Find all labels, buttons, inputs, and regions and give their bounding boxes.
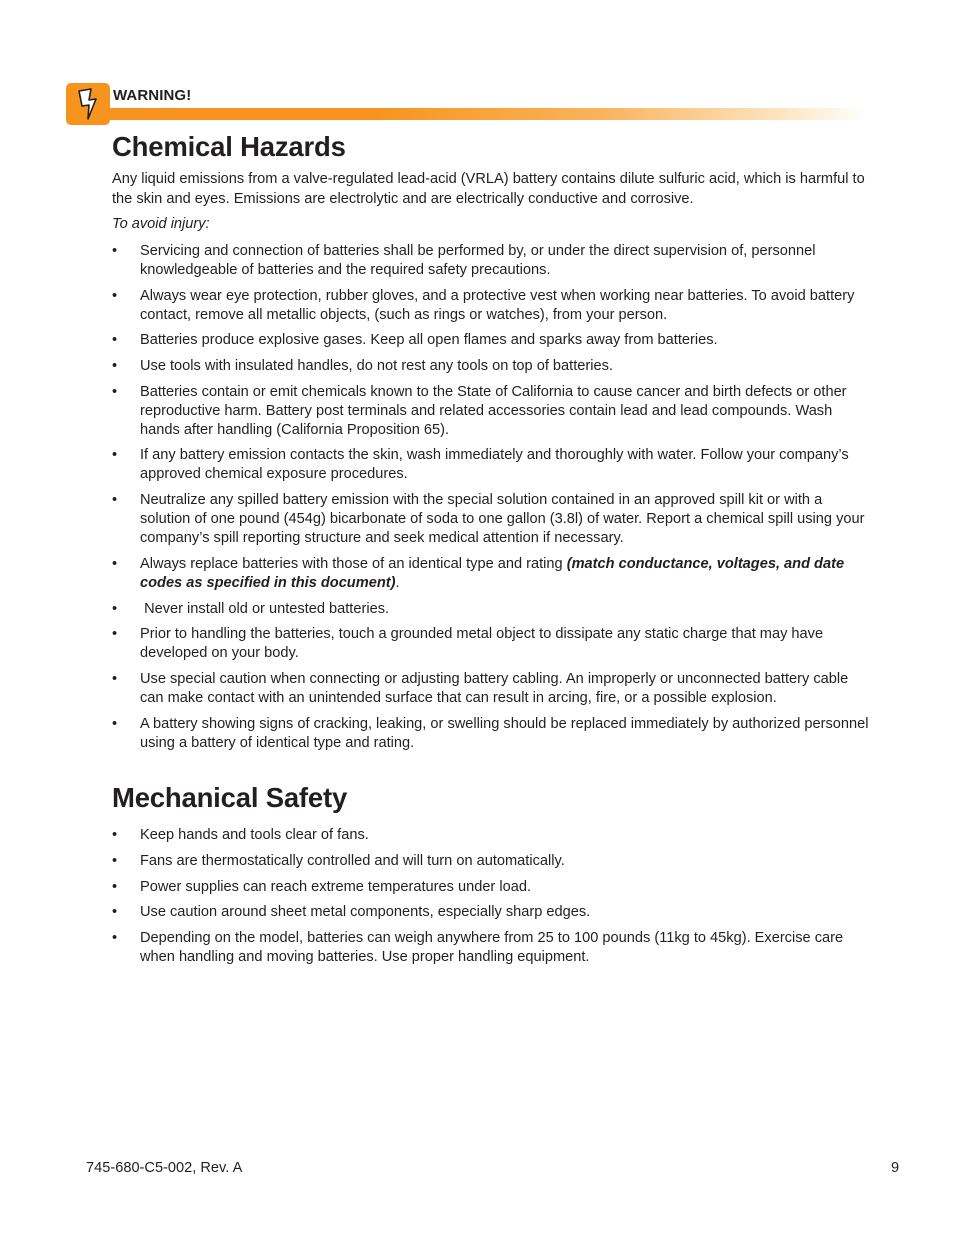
list-item — [112, 852, 874, 871]
bullet-icon: • — [112, 447, 118, 464]
page-number: 9 — [891, 1160, 900, 1176]
list-item-text: Power supplies can reach extreme temperatures under load. — [140, 878, 531, 895]
bullet-icon: • — [112, 904, 118, 921]
list-item — [112, 491, 874, 548]
list-item — [112, 242, 874, 280]
bullet-icon: • — [112, 287, 118, 304]
list-item-suffix: . — [395, 574, 400, 591]
chemical-intro: Any liquid emissions from a valve-regulated lead-acid (VRLA) battery contains dilute sulfuric acid, which is harmful to the skin and eyes. Emissions are electrolytic and are electrically conductive and corrosive. — [112, 171, 865, 207]
mechanical-safety-list — [112, 826, 874, 974]
bullet-icon: • — [112, 492, 118, 509]
bullet-icon: • — [112, 715, 118, 732]
bullet-icon: • — [112, 670, 118, 687]
list-item-text: Always replace batteries with those of an identical type and rating — [140, 555, 567, 572]
list-item-text: Use special caution when connecting or adjusting battery cabling. An improperly or unconnected battery cable can make contact with an unintended surface that can result in arcing, fire, or a possible explosion. — [140, 670, 849, 706]
bullet-icon: • — [112, 358, 118, 375]
lightning-bolt-icon — [66, 83, 110, 125]
list-item-text: Use caution around sheet metal components, especially sharp edges. — [140, 904, 591, 921]
warning-label: WARNING! — [113, 87, 192, 104]
list-item-text: Never install old or untested batteries. — [140, 600, 390, 617]
list-item — [112, 826, 874, 845]
list-item-text: Depending on the model, batteries can weigh anywhere from 25 to 100 pounds (11kg to 45kg). Exercise care when handling and moving batteries. Use proper handling equipment. — [140, 930, 844, 966]
list-item-text: Fans are thermostatically controlled and will turn on automatically. — [140, 852, 565, 869]
list-item — [112, 555, 874, 593]
bullet-icon: • — [112, 827, 118, 843]
list-item-text: If any battery emission contacts the skin, wash immediately and thoroughly with water. Follow your company’s approved chemical exposure procedures. — [140, 447, 849, 483]
bullet-icon: • — [112, 852, 118, 869]
list-item — [112, 287, 874, 325]
list-item — [112, 446, 874, 484]
bullet-icon: • — [112, 930, 118, 947]
list-item-text: A battery showing signs of cracking, leaking, or swelling should be replaced immediately by authorized personnel using a battery of identical type and rating. — [140, 715, 869, 751]
list-item-text: Neutralize any spilled battery emission with the special solution contained in an approved spill kit or with a solution of one pound (454g) bicarbonate of soda to one gallon (3.8l) of water. Report a chemical spill using your company’s spill reporting structure and seek medical attention if necessary. — [140, 492, 865, 547]
list-item — [112, 670, 874, 708]
avoid-injury-label: To avoid injury: — [112, 216, 210, 232]
list-item — [112, 715, 874, 753]
bullet-icon: • — [112, 626, 118, 643]
chemical-hazards-list — [112, 242, 874, 759]
list-item-text: Batteries contain or emit chemicals known to the State of California to cause cancer and birth defects or other reproductive harm. Battery post terminals and related accessories contain lead and lead compounds. Wash hands after handling (California Proposition 65). — [140, 383, 847, 438]
chemical-hazards-title: Chemical Hazards — [112, 131, 346, 162]
document-number: 745-680-C5-002, Rev. A — [86, 1160, 243, 1176]
list-item-text: Servicing and connection of batteries shall be performed by, or under the direct supervision of, personnel knowledgeable of batteries and the required safety precautions. — [140, 243, 816, 278]
list-item-text: Prior to handling the batteries, touch a grounded metal object to dissipate any static charge that may have developed on your body. — [140, 626, 824, 662]
list-item — [112, 929, 874, 967]
bullet-icon: • — [112, 383, 118, 400]
list-item — [112, 600, 874, 619]
bullet-icon: • — [112, 600, 118, 617]
bullet-icon: • — [112, 555, 118, 572]
list-item-emphasis: (match conductance, voltages, and date codes as specified in this document) — [140, 555, 845, 591]
list-item-text: Keep hands and tools clear of fans. — [140, 827, 369, 843]
list-item-text: Use tools with insulated handles, do not rest any tools on top of batteries. — [140, 358, 613, 375]
list-item-text: Always wear eye protection, rubber gloves, and a protective vest when working near batteries. To avoid battery contact, remove all metallic objects, (such as rings or watches), from your person. — [140, 287, 855, 323]
warning-divider-bar — [109, 108, 866, 120]
list-item — [112, 331, 874, 350]
list-item-text: Batteries produce explosive gases. Keep all open flames and sparks away from batteries. — [140, 332, 718, 349]
list-item — [112, 903, 874, 922]
bullet-icon: • — [112, 243, 118, 259]
list-item — [112, 383, 874, 440]
mechanical-safety-title: Mechanical Safety — [112, 782, 348, 813]
bullet-icon: • — [112, 878, 118, 895]
list-item — [112, 625, 874, 663]
list-item — [112, 357, 874, 376]
list-item — [112, 878, 874, 897]
bullet-icon: • — [112, 332, 118, 349]
